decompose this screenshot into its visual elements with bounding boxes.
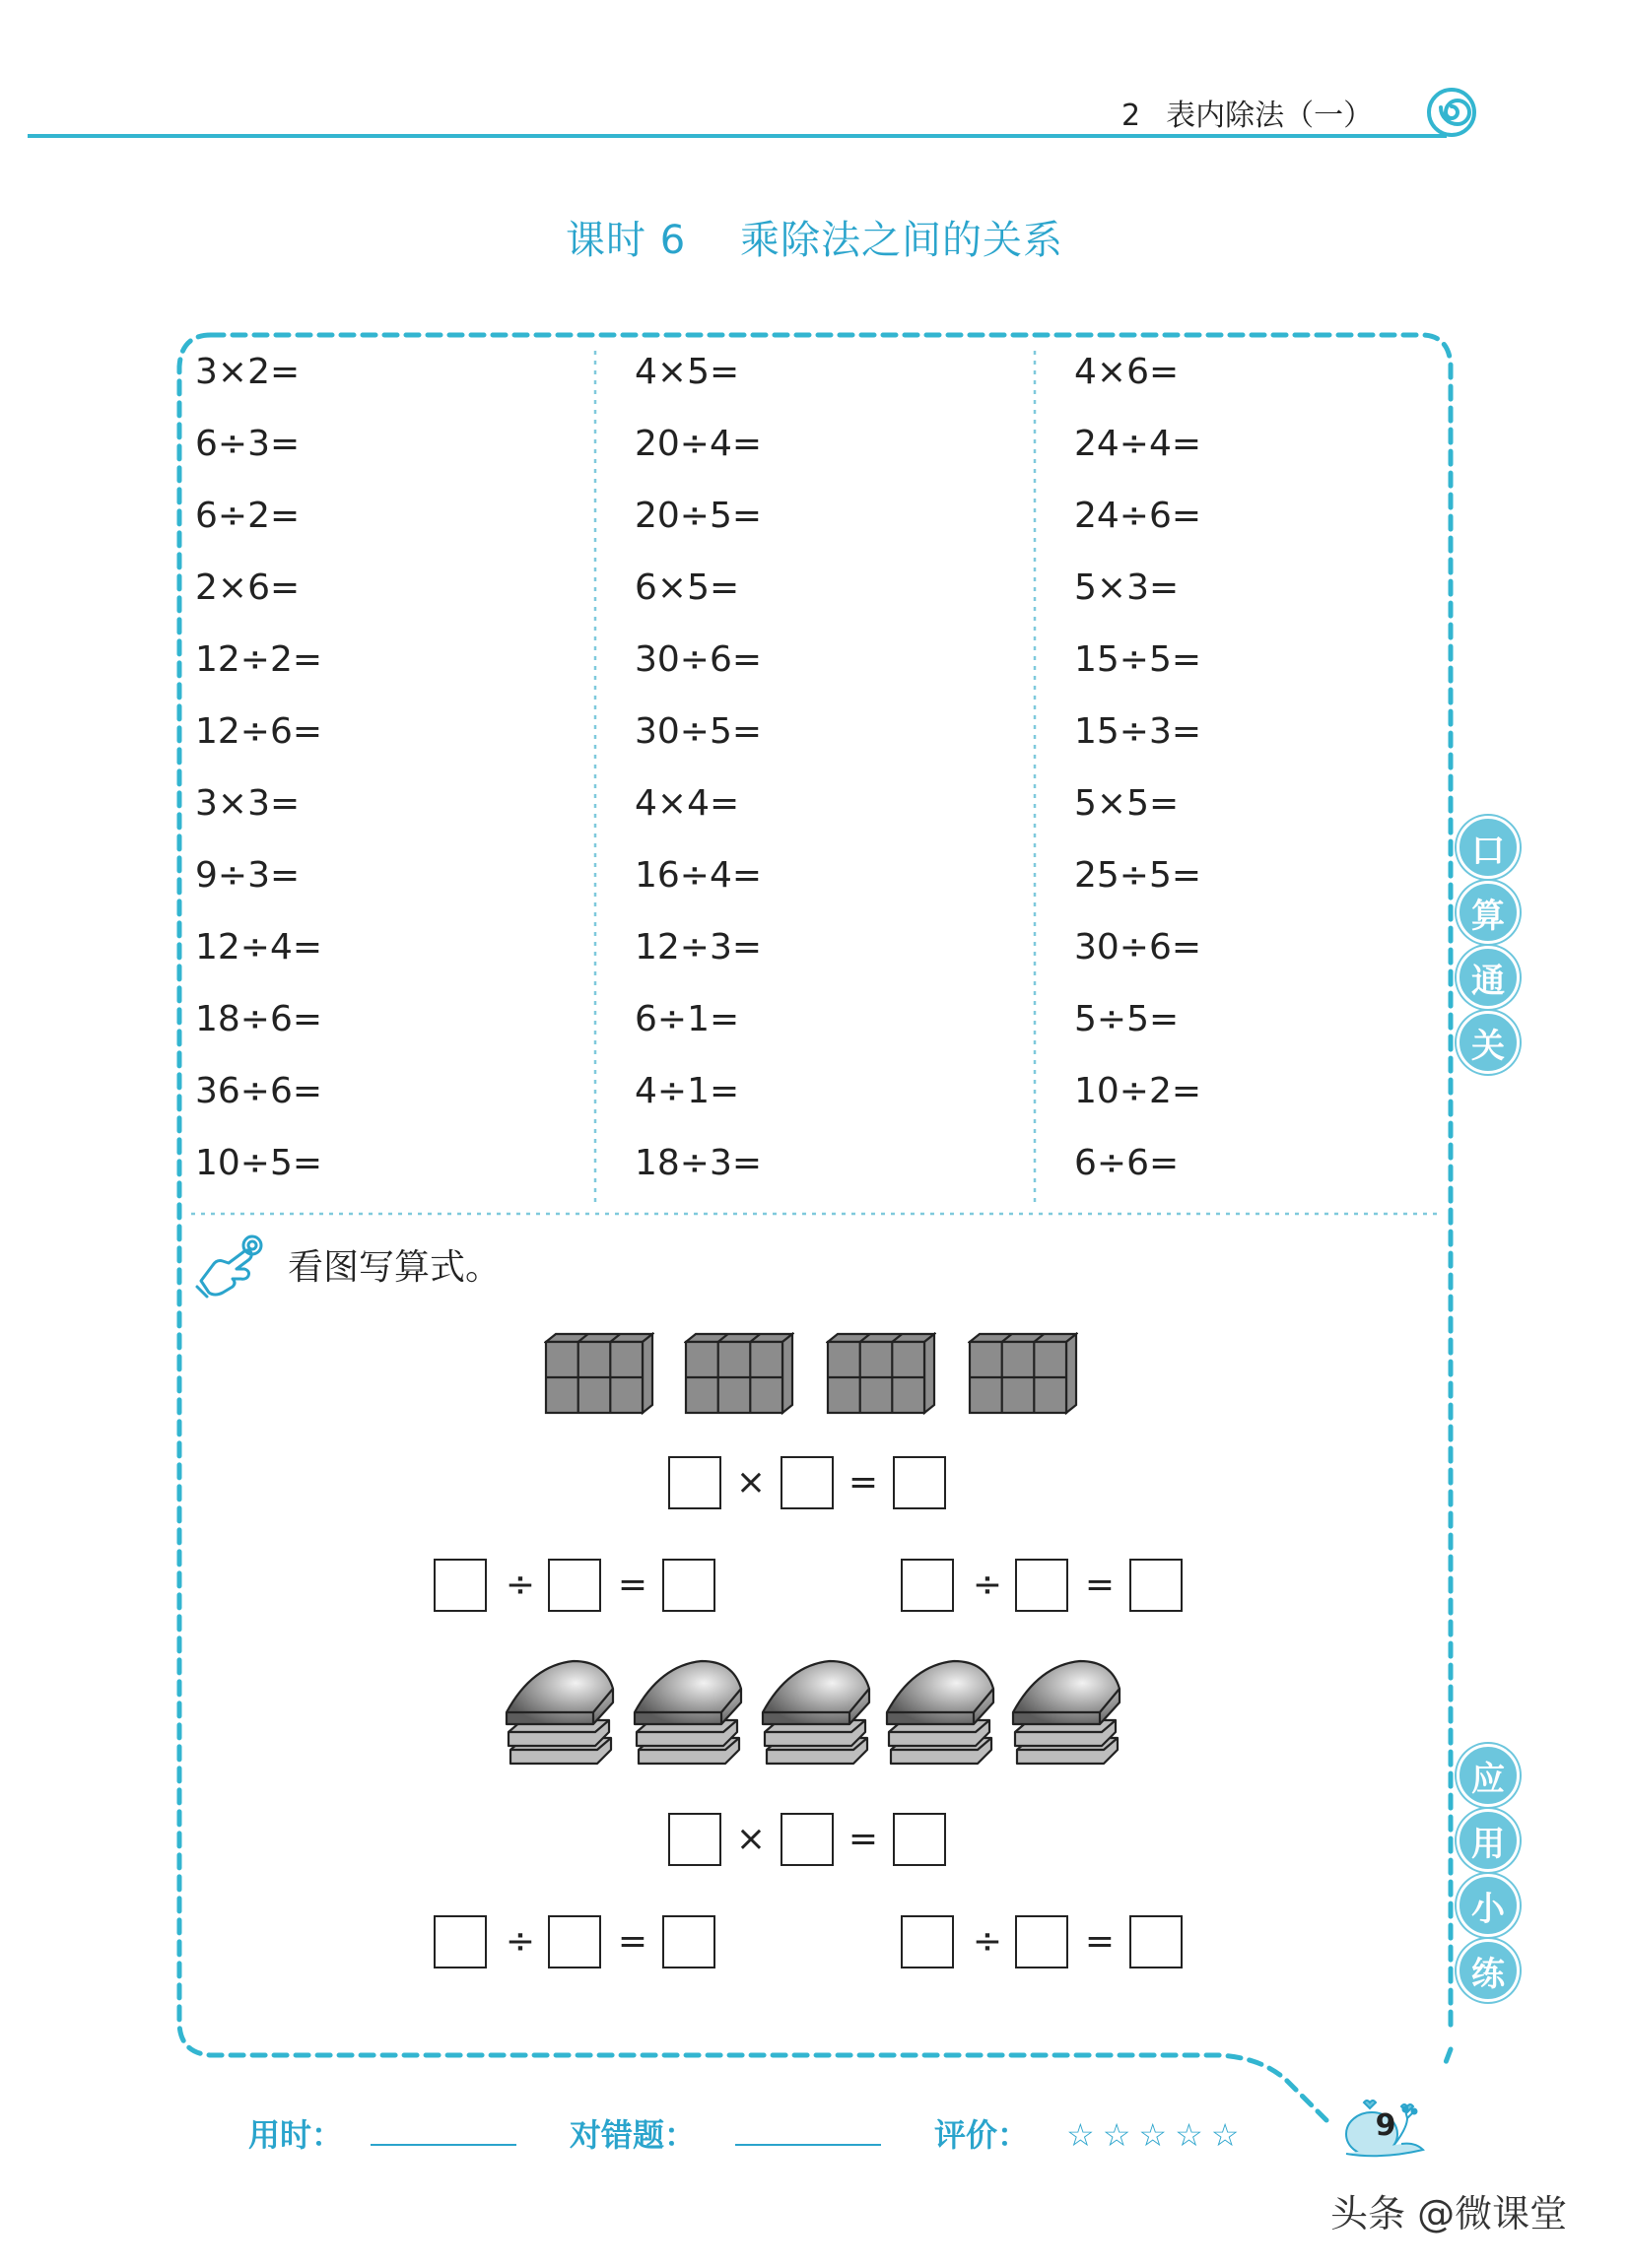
exercise-item[interactable]: 18÷6=: [195, 999, 323, 1039]
exercise-item[interactable]: 25÷5=: [1074, 855, 1202, 896]
cube-block-image: [826, 1332, 936, 1415]
exercise-item[interactable]: 5×5=: [1074, 783, 1180, 824]
exercise-item[interactable]: 24÷6=: [1074, 496, 1202, 536]
lesson-title: 课时 6 乘除法之间的关系: [565, 218, 1064, 263]
side-tab-char: 通: [1457, 946, 1520, 1009]
divide-sign: ÷: [972, 1921, 1003, 1962]
watermark: 头条 @微课堂: [1330, 2192, 1568, 2235]
exercise-item[interactable]: 20÷5=: [635, 496, 763, 536]
swirl-icon: [1426, 87, 1477, 138]
answer-box[interactable]: [668, 1456, 721, 1509]
divide-sign: ÷: [972, 1565, 1003, 1605]
exercise-item[interactable]: 24÷4=: [1074, 424, 1202, 464]
side-tab-char: 口: [1457, 816, 1520, 879]
exercise-item[interactable]: 6÷6=: [1074, 1143, 1180, 1183]
exercise-item[interactable]: 12÷3=: [635, 927, 763, 967]
chapter-title: 表内除法（一）: [1166, 99, 1374, 133]
book-stack-image: [631, 1655, 745, 1771]
exercise-item[interactable]: 12÷6=: [195, 711, 323, 752]
answer-box[interactable]: [901, 1915, 954, 1968]
side-tab-char: 关: [1457, 1011, 1520, 1074]
exercise-item[interactable]: 10÷2=: [1074, 1071, 1202, 1111]
answer-box[interactable]: [548, 1559, 601, 1612]
exercise-item[interactable]: 30÷6=: [1074, 927, 1202, 967]
answer-box[interactable]: [893, 1813, 946, 1866]
exercise-item[interactable]: 6÷2=: [195, 496, 301, 536]
exercise-item[interactable]: 18÷3=: [635, 1143, 763, 1183]
side-tab-char: 小: [1457, 1874, 1520, 1937]
side-tab-char: 用: [1457, 1809, 1520, 1872]
side-tab-char: 算: [1457, 881, 1520, 944]
rating-label: 评价：: [934, 2116, 1030, 2154]
rating-stars[interactable]: ☆☆☆☆☆: [1066, 2116, 1248, 2154]
side-tab-char: 练: [1457, 1939, 1520, 2002]
exercise-item[interactable]: 12÷2=: [195, 639, 323, 680]
exercise-item[interactable]: 9÷3=: [195, 855, 301, 896]
exercise-item[interactable]: 15÷3=: [1074, 711, 1202, 752]
times-sign: ×: [735, 1462, 767, 1502]
exercise-column-3: [1074, 347, 1468, 1210]
answer-box[interactable]: [781, 1456, 834, 1509]
equals-sign: =: [848, 1462, 879, 1502]
exercise-item[interactable]: 3×3=: [195, 783, 301, 824]
errors-field[interactable]: [735, 2144, 881, 2146]
answer-box[interactable]: [668, 1813, 721, 1866]
time-label: 用时：: [248, 2116, 344, 2154]
divide-sign: ÷: [505, 1921, 536, 1962]
exercise-item[interactable]: 2×6=: [195, 567, 301, 608]
cube-block-image: [684, 1332, 794, 1415]
answer-box[interactable]: [901, 1559, 954, 1612]
answer-box[interactable]: [1015, 1915, 1068, 1968]
exercise-item[interactable]: 5×3=: [1074, 567, 1180, 608]
page-number: 9: [1375, 2108, 1396, 2143]
answer-box[interactable]: [662, 1559, 715, 1612]
equals-sign: =: [617, 1921, 648, 1962]
exercise-item[interactable]: 12÷4=: [195, 927, 323, 967]
equals-sign: =: [848, 1819, 879, 1859]
times-sign: ×: [735, 1819, 767, 1859]
book-stack-image: [759, 1655, 873, 1771]
exercise-item[interactable]: 4×5=: [635, 352, 740, 392]
exercise-item[interactable]: 36÷6=: [195, 1071, 323, 1111]
exercise-item[interactable]: 5÷5=: [1074, 999, 1180, 1039]
exercise-item[interactable]: 6÷1=: [635, 999, 740, 1039]
book-stack-image: [883, 1655, 997, 1771]
exercise-item[interactable]: 4×6=: [1074, 352, 1180, 392]
answer-box[interactable]: [781, 1813, 834, 1866]
book-stack-image: [1009, 1655, 1123, 1771]
exercise-item[interactable]: 3×2=: [195, 352, 301, 392]
exercise-column-1: [195, 347, 589, 1210]
divide-sign: ÷: [505, 1565, 536, 1605]
exercise-item[interactable]: 20÷4=: [635, 424, 763, 464]
exercise-item[interactable]: 15÷5=: [1074, 639, 1202, 680]
answer-box[interactable]: [1015, 1559, 1068, 1612]
equals-sign: =: [1084, 1565, 1116, 1605]
cube-block-image: [544, 1332, 654, 1415]
errors-label: 对错题：: [570, 2116, 697, 2154]
task-instruction: 看图写算式。: [288, 1247, 502, 1288]
pointing-hand-icon: [193, 1230, 274, 1301]
exercise-item[interactable]: 6×5=: [635, 567, 740, 608]
exercise-item[interactable]: 30÷6=: [635, 639, 763, 680]
header-rule: [28, 134, 1447, 138]
exercise-column-2: [635, 347, 1029, 1210]
answer-box[interactable]: [1129, 1915, 1183, 1968]
time-field[interactable]: [371, 2144, 516, 2146]
answer-box[interactable]: [548, 1915, 601, 1968]
answer-box[interactable]: [1129, 1559, 1183, 1612]
exercise-item[interactable]: 6÷3=: [195, 424, 301, 464]
exercise-item[interactable]: 4÷1=: [635, 1071, 740, 1111]
answer-box[interactable]: [434, 1915, 487, 1968]
exercise-item[interactable]: 10÷5=: [195, 1143, 323, 1183]
book-stack-image: [503, 1655, 617, 1771]
chapter-number: 2: [1121, 99, 1141, 133]
cube-block-image: [968, 1332, 1078, 1415]
exercise-item[interactable]: 30÷5=: [635, 711, 763, 752]
answer-box[interactable]: [434, 1559, 487, 1612]
equals-sign: =: [617, 1565, 648, 1605]
equals-sign: =: [1084, 1921, 1116, 1962]
chapter-heading: [1121, 91, 1373, 134]
exercise-item[interactable]: 4×4=: [635, 783, 740, 824]
answer-box[interactable]: [893, 1456, 946, 1509]
exercise-item[interactable]: 16÷4=: [635, 855, 763, 896]
answer-box[interactable]: [662, 1915, 715, 1968]
side-tab-char: 应: [1457, 1744, 1520, 1807]
